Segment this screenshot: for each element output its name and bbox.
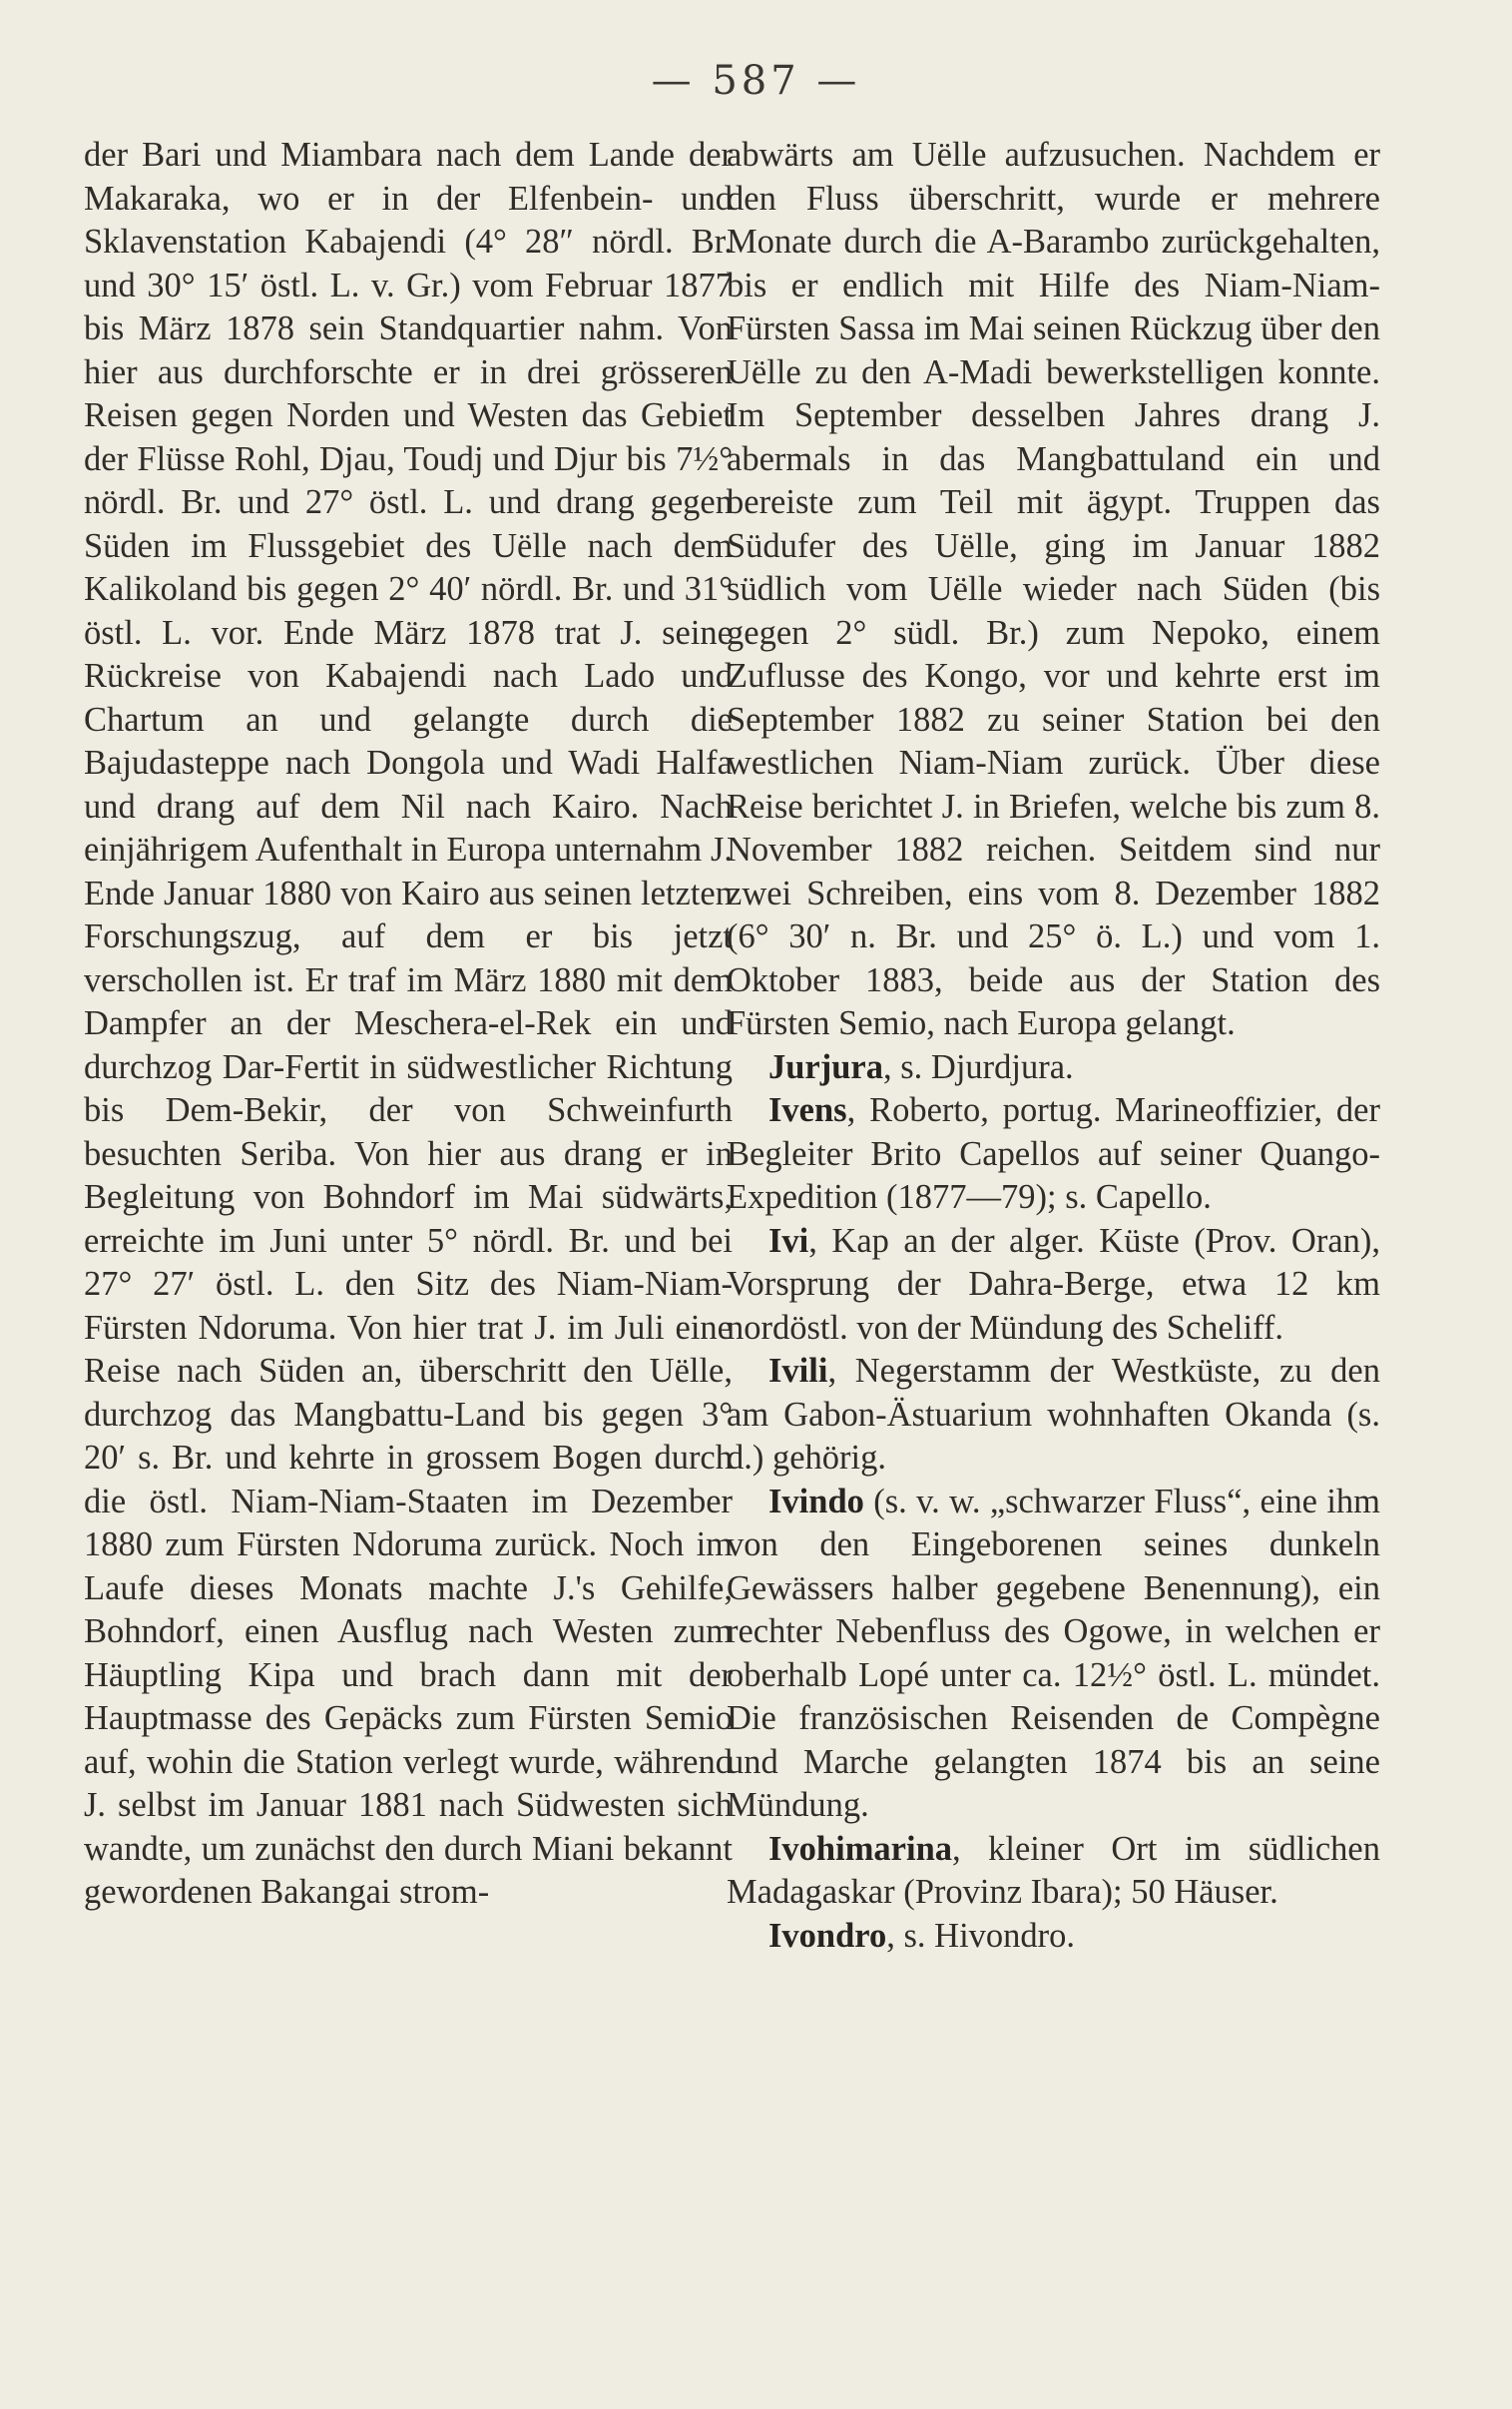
entry-ivili (727, 1350, 1380, 1481)
entry-ivi (727, 1220, 1380, 1351)
entry-text: , Roberto, portug. Marineoffizier, der Begleiter Brito Capellos auf seiner Quango-Expedition (1877—79); s. Capello. (727, 1091, 1380, 1216)
entry-keyword: Ivi (768, 1221, 809, 1260)
left-column (84, 134, 733, 1915)
entry-text: , Kap an der alger. Küste (Prov. Oran), Vorsprung der Dahra-Berge, etwa 12 km nordöstl. von der Mündung des Scheliff. (727, 1221, 1380, 1347)
right-column (727, 134, 1380, 1958)
page-number: — 587 — (651, 58, 861, 104)
entry-ivindo (727, 1481, 1380, 1828)
entry-keyword: Ivondro (768, 1916, 887, 1955)
entry-ivondro (727, 1915, 1380, 1959)
entry-ivens (727, 1089, 1380, 1220)
entry-text: (s. v. w. „schwarzer Fluss“, eine ihm von den Eingeborenen seines dunkeln Gewässers halber gegebene Benennung), ein rechter Nebenfluss des Ogowe, in welchen er oberhalb Lopé unter ca. 12½° östl. L. mündet. Die französischen Reisenden de Compègne und Marche gelangten 1874 bis an seine Mündung. (727, 1482, 1380, 1824)
entry-keyword: Ivens (768, 1091, 847, 1129)
entry-text: , s. Hivondro. (886, 1916, 1076, 1955)
entry-text: , kleiner Ort im südlichen Madagaskar (Provinz Ibara); 50 Häuser. (727, 1829, 1380, 1911)
left-column-paragraph: der Bari und Miambara nach dem Lande der Makaraka, wo er in der Elfenbein- und Sklavenstation Kabajendi (4° 28″ nördl. Br. und 30° 15′ östl. L. v. Gr.) vom Februar 1877 bis März 1878 sein Standquartier nahm. Von hier aus durchforschte er in drei grösseren Reisen gegen Norden und Westen das Gebiet der Flüsse Rohl, Djau, Toudj und Djur bis 7½° nördl. Br. und 27° östl. L. und drang gegen Süden im Flussgebiet des Uëlle nach dem Kalikoland bis gegen 2° 40′ nördl. Br. und 31° östl. L. vor. Ende März 1878 trat J. seine Rückreise von Kabajendi nach Lado und Chartum an und gelangte durch die Bajudasteppe nach Dongola und Wadi Halfa und drang auf dem Nil nach Kairo. Nach einjährigem Aufenthalt in Europa unternahm J. Ende Januar 1880 von Kairo aus seinen letzten Forschungszug, auf dem er bis jetzt verschollen ist. Er traf im März 1880 mit dem Dampfer an der Meschera-el-Rek ein und durchzog Dar-Fertit in südwestlicher Richtung bis Dem-Bekir, der von Schweinfurth besuchten Seriba. Von hier aus drang er in Begleitung von Bohndorf im Mai südwärts, erreichte im Juni unter 5° nördl. Br. und bei 27° 27′ östl. L. den Sitz des Niam-Niam-Fürsten Ndoruma. Von hier trat J. im Juli eine Reise nach Süden an, überschritt den Uëlle, durchzog das Mangbattu-Land bis gegen 3° 20′ s. Br. und kehrte in grossem Bogen durch die östl. Niam-Niam-Staaten im Dezember 1880 zum Fürsten Ndoruma zurück. Noch im Laufe dieses Monats machte J.'s Gehilfe, Bohndorf, einen Ausflug nach Westen zum Häuptling Kipa und brach dann mit der Hauptmasse des Gepäcks zum Fürsten Semio auf, wohin die Station verlegt wurde, während J. selbst im Januar 1881 nach Südwesten sich wandte, um zunächst den durch Miani bekannt gewordenen Bakangai strom- (84, 136, 733, 1911)
entry-keyword: Ivohimarina (768, 1829, 953, 1868)
entry-text: , s. Djurdjura. (883, 1047, 1074, 1086)
entry-keyword: Jurjura (768, 1047, 883, 1086)
entry-jurjura (727, 1046, 1380, 1090)
entry-text: , Negerstamm der Westküste, zu den am Gabon-Ästuarium wohnhaften Okanda (s. d.) gehörig. (727, 1352, 1380, 1477)
entry-keyword: Ivindo (768, 1482, 864, 1520)
entry-keyword: Ivili (768, 1352, 828, 1390)
entry-ivohimarina (727, 1828, 1380, 1915)
right-column-continuation: abwärts am Uëlle aufzusuchen. Nachdem er den Fluss überschritt, wurde er mehrere Monate durch die A-Barambo zurückgehalten, bis er endlich mit Hilfe des Niam-Niam-Fürsten Sassa im Mai seinen Rückzug über den Uëlle zu den A-Madi bewerkstelligen konnte. Im September desselben Jahres drang J. abermals in das Mangbattuland ein und bereiste zum Teil mit ägypt. Truppen das Südufer des Uëlle, ging im Januar 1882 südlich vom Uëlle wieder nach Süden (bis gegen 2° südl. Br.) zum Nepoko, einem Zuflusse des Kongo, vor und kehrte erst im September 1882 zu seiner Station bei den westlichen Niam-Niam zurück. Über diese Reise berichtet J. in Briefen, welche bis zum 8. November 1882 reichen. Seitdem sind nur zwei Schreiben, eins vom 8. Dezember 1882 (6° 30′ n. Br. und 25° ö. L.) und vom 1. Oktober 1883, beide aus der Station des Fürsten Semio, nach Europa gelangt. (727, 136, 1380, 1042)
